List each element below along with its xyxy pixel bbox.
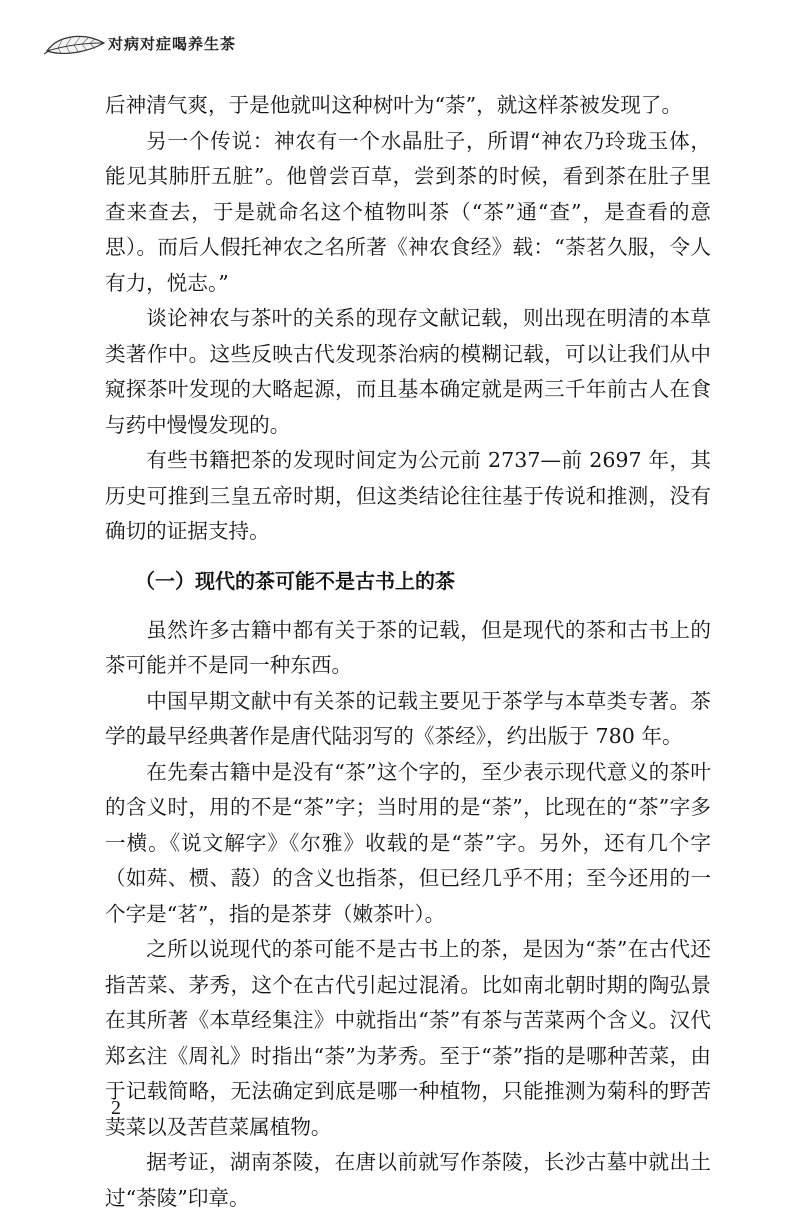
running-title: 对病对症喝养生茶 xyxy=(108,35,237,53)
paragraph: 另一个传说：神农有一个水晶肚子，所谓“神农乃玲珑玉体，能见其肺肝五脏”。他曾尝百草，尝到茶的时候，看到茶在肚子里查来查去，于是就命名这个植物叫茶（“茶”通“查”，是查看的意思）。而后人假托神农之名所著《神农食经》载：“荼茗久服，令人有力，悦志。” xyxy=(105,128,711,295)
page-body xyxy=(105,88,711,1216)
paragraph: 在先秦古籍中是没有“茶”这个字的，至少表示现代意义的茶叶的含义时，用的不是“茶”字；当时用的是“荼”，比现在的“茶”字多一横。《说文解字》《尔雅》收载的是“荼”字。另外，还有几个字（如荈、槚、蔎）的含义也指茶，但已经几乎不用；至今还用的一个字是“茗”，指的是茶芽（嫩茶叶）。 xyxy=(105,759,711,926)
paragraph: 中国早期文献中有关茶的记载主要见于茶学与本草类专著。茶学的最早经典著作是唐代陆羽写的《茶经》，约出版于 780 年。 xyxy=(105,688,711,748)
paragraph: 有些书籍把茶的发现时间定为公元前 2737—前 2697 年，其历史可推到三皇五帝时期，但这类结论往往基于传说和推测，没有确切的证据支持。 xyxy=(105,448,711,543)
page-number: 2 xyxy=(111,1097,121,1119)
section-heading: （一）现代的茶可能不是古书上的茶 xyxy=(135,568,455,593)
running-header xyxy=(44,32,764,58)
tea-leaf-icon xyxy=(44,34,106,56)
paragraph: 后神清气爽，于是他就叫这种树叶为“荼”，就这样茶被发现了。 xyxy=(105,93,683,117)
paragraph: 虽然许多古籍中都有关于茶的记载，但是现代的茶和古书上的茶可能并不是同一种东西。 xyxy=(105,617,711,677)
paragraph: 据考证，湖南茶陵，在唐以前就写作荼陵，长沙古墓中就出土过“荼陵”印章。 xyxy=(105,1150,711,1210)
paragraph: 之所以说现代的茶可能不是古书上的茶，是因为“荼”在古代还指苦菜、茅秀，这个在古代引起过混淆。比如南北朝时期的陶弘景在其所著《本草经集注》中就指出“荼”有茶与苦菜两个含义。汉代郑玄注《周礼》时指出“荼”为茅秀。至于“荼”指的是哪种苦菜，由于记载简略，无法确定到底是哪一种植物，只能推测为菊科的野苦荬菜以及苦苣菜属植物。 xyxy=(105,937,711,1139)
paragraph: 谈论神农与茶叶的关系的现存文献记载，则出现在明清的本草类著作中。这些反映古代发现茶治病的模糊记载，可以让我们从中窥探茶叶发现的大略起源，而且基本确定就是两三千年前古人在食与药中慢慢发现的。 xyxy=(105,306,711,437)
